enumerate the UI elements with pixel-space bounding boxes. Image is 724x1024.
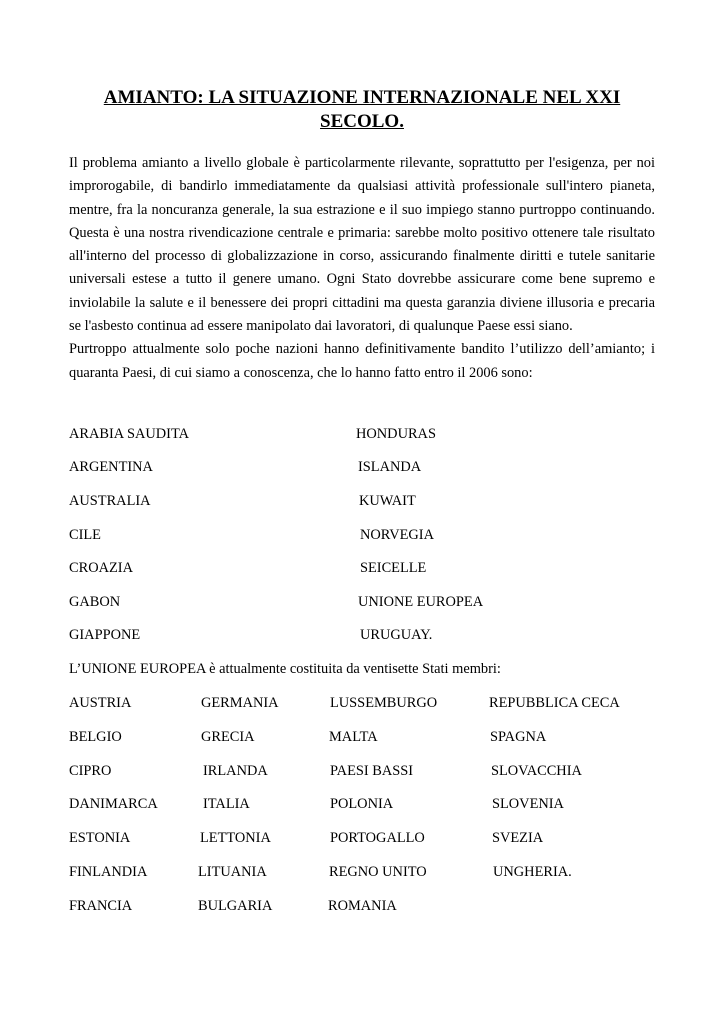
eu-member: AUSTRIA [69, 695, 132, 711]
banned-country: CROAZIA [69, 560, 133, 576]
eu-member: LETTONIA [200, 830, 271, 846]
paragraph-intro: Il problema amianto a livello globale è particolarmente rilevante, soprattutto per l'esigenza, per noi improrogabile, di bandirlo immediatamente da qualsiasi attività professionale sull'intero pianeta, mentre, fra la noncuranza generale, la sua estrazione e il suo impiego stanno purtroppo continuando. Questa è una nostra rivendicazione centrale e primaria: sarebbe molto positivo ottenere tale risultato all'interno del processo di globalizzazione in corso, assicurando finalmente diritti e tutele sanitarie universali estese a tutto il genere umano. Ogni Stato dovrebbe assicurare come bene supremo e inviolabile la salute e il benessere dei propri cittadini ma questa garanzia diviene illusoria e precaria se l'asbesto continua ad essere manipolato dai lavoratori, di qualunque Paese essi siano. [69, 155, 655, 335]
eu-member: REPUBBLICA CECA [489, 695, 620, 711]
eu-member: ROMANIA [328, 898, 397, 914]
banned-country: URUGUAY. [360, 627, 433, 643]
banned-country: AUSTRALIA [69, 493, 151, 509]
paragraph-banned-countries: Purtroppo attualmente solo poche nazioni hanno definitivamente bandito l’utilizzo dell’amianto; i quaranta Paesi, di cui siamo a conoscenza, che lo hanno fatto entro il 2006 sono: [69, 341, 655, 381]
title-line-2: SECOLO. [320, 111, 404, 132]
banned-country: CILE [69, 527, 101, 543]
banned-country: ARGENTINA [69, 459, 153, 475]
eu-member: ESTONIA [69, 830, 131, 846]
document-title [69, 86, 655, 134]
eu-member: UNGHERIA. [493, 864, 572, 880]
eu-member: CIPRO [69, 763, 112, 779]
banned-country: NORVEGIA [360, 527, 434, 543]
eu-member: BELGIO [69, 729, 122, 745]
eu-member: SVEZIA [492, 830, 544, 846]
eu-member: GRECIA [201, 729, 255, 745]
eu-member: PORTOGALLO [330, 830, 425, 846]
eu-member: ITALIA [203, 796, 250, 812]
eu-member: GERMANIA [201, 695, 279, 711]
banned-country: SEICELLE [360, 560, 427, 576]
eu-member: IRLANDA [203, 763, 268, 779]
eu-member: REGNO UNITO [329, 864, 427, 880]
body-text [69, 152, 655, 385]
eu-member: SPAGNA [490, 729, 547, 745]
eu-member: DANIMARCA [69, 796, 158, 812]
banned-country: KUWAIT [359, 493, 416, 509]
eu-member: LITUANIA [198, 864, 267, 880]
banned-country: HONDURAS [356, 426, 436, 442]
eu-member: BULGARIA [198, 898, 273, 914]
eu-intro-text: L’UNIONE EUROPEA è attualmente costituita da ventisette Stati membri: [69, 661, 501, 677]
eu-member: MALTA [329, 729, 378, 745]
banned-country: UNIONE EUROPEA [358, 594, 484, 610]
title-line-1: AMIANTO: LA SITUAZIONE INTERNAZIONALE NEL XXI [103, 87, 621, 108]
eu-member: LUSSEMBURGO [330, 695, 438, 711]
eu-member: PAESI BASSI [330, 763, 414, 779]
banned-country: GIAPPONE [69, 627, 141, 643]
eu-member: SLOVENIA [492, 796, 564, 812]
banned-country: ARABIA SAUDITA [69, 426, 189, 442]
eu-member: POLONIA [330, 796, 394, 812]
eu-member: FRANCIA [69, 898, 133, 914]
banned-country: GABON [69, 594, 121, 610]
eu-member: SLOVACCHIA [491, 763, 582, 779]
eu-member: FINLANDIA [69, 864, 148, 880]
banned-country: ISLANDA [358, 459, 422, 475]
